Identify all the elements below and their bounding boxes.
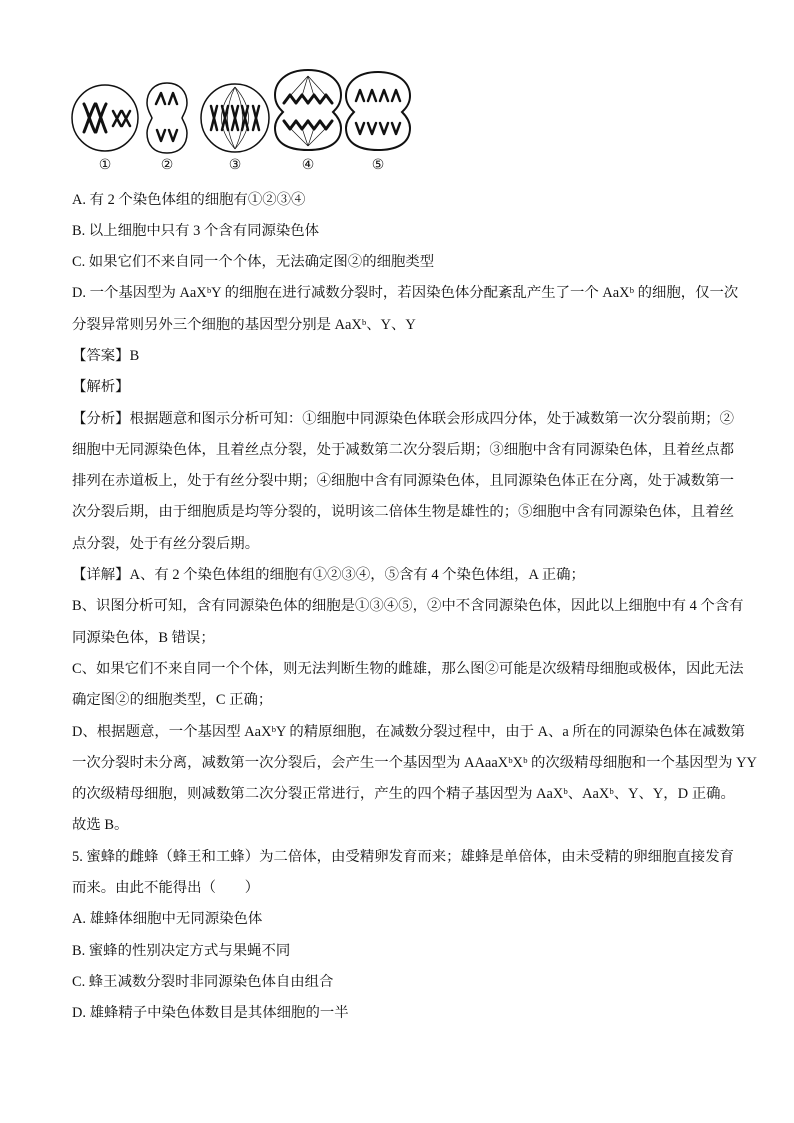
- detail-d-line: 的次级精母细胞，则减数第二次分裂正常进行，产生的四个精子基因型为 AaXᵇ、AaXᵇ、Y、Y，D 正确。: [72, 786, 735, 803]
- question-5-option-c: C. 蜂王减数分裂时非同源染色体自由组合: [72, 973, 334, 990]
- detail-c-line: C、如果它们不来自同一个个体，则无法判断生物的雌雄，那么图②可能是次级精母细胞或极体，因此无法: [72, 660, 744, 677]
- cell-3: [201, 84, 269, 152]
- question-5-option-d: D. 雄蜂精子中染色体数目是其体细胞的一半: [72, 1005, 349, 1022]
- document-body: [72, 185, 757, 1030]
- cell-2: [147, 83, 187, 153]
- option-c: C. 如果它们不来自同一个个体，无法确定图②的细胞类型: [72, 254, 435, 271]
- cell-2-membrane: [147, 83, 187, 153]
- option-d-line-2: 分裂异常则另外三个细胞的基因型分别是 AaXᵇ、Y、Y: [72, 316, 416, 333]
- answer: 【答案】B: [72, 347, 140, 364]
- cell-1-membrane: [72, 85, 138, 151]
- cell-3-chromosomes: [211, 106, 259, 130]
- question-5-stem-line: 而来。由此不能得出（ ）: [72, 880, 260, 897]
- details: [72, 560, 757, 842]
- explanation-heading: 【解析】: [72, 379, 130, 396]
- detail-d-line: D、根据题意，一个基因型 AaXᵇY 的精原细胞，在减数分裂过程中，由于 A、a 所在的同源染色体在减数第: [72, 723, 746, 740]
- cell-5: [346, 72, 410, 150]
- cell-4-spindle: [290, 76, 326, 146]
- analysis-line: 点分裂，处于有丝分裂后期。: [72, 535, 260, 552]
- cell-1-chromosomes: [84, 104, 130, 132]
- cell-2-chromosomes: [156, 93, 177, 141]
- option-a: A. 有 2 个染色体组的细胞有①②③④: [72, 191, 306, 208]
- option-d-line-1: D. 一个基因型为 AaXᵇY 的细胞在进行减数分裂时，若因染色体分配紊乱产生了一个 AaXᵇ 的细胞，仅一次: [72, 285, 739, 302]
- cell-1: [72, 85, 138, 151]
- detail-a-line: 【详解】A、有 2 个染色体组的细胞有①②③④，⑤含有 4 个染色体组，A 正确；: [72, 567, 585, 584]
- analysis-line: 次分裂后期，由于细胞质是均等分裂的，说明该二倍体生物是雄性的；⑤细胞中含有同源染色体，且着丝: [72, 504, 734, 521]
- cell-4-label: ④: [301, 157, 315, 173]
- cell-4: [275, 70, 341, 150]
- cell-3-label: ③: [228, 157, 242, 173]
- cell-5-chromosomes: [356, 90, 400, 134]
- question-5: [72, 842, 732, 1030]
- question-5-option-a: A. 雄蜂体细胞中无同源染色体: [72, 911, 263, 928]
- cell-4-membrane: [275, 70, 341, 150]
- analysis: [72, 404, 732, 560]
- cell-division-figure: [0, 0, 430, 180]
- cell-2-label: ②: [160, 157, 174, 173]
- option-b: B. 以上细胞中只有 3 个含有同源染色体: [72, 222, 320, 239]
- conclusion: 故选 B。: [72, 817, 129, 834]
- detail-d-line: 一次分裂时未分离，减数第一次分裂后，会产生一个基因型为 AAaaXᵇXᵇ 的次级精母细胞和一个基因型为 YY: [72, 754, 757, 771]
- detail-c-line: 确定图②的细胞类型，C 正确；: [72, 692, 273, 709]
- cell-1-label: ①: [98, 157, 112, 173]
- cell-5-label: ⑤: [371, 157, 385, 173]
- cell-5-membrane: [346, 72, 410, 150]
- detail-b-line: 同源染色体，B 错误；: [72, 629, 215, 646]
- cell-4-chromosomes: [284, 95, 332, 129]
- question-5-option-b: B. 蜜蜂的性别决定方式与果蝇不同: [72, 942, 291, 959]
- question-5-stem-line: 5. 蜜蜂的雌蜂（蜂王和工蜂）为二倍体，由受精卵发育而来；雄蜂是单倍体，由未受精的卵细胞直接发育: [72, 848, 734, 865]
- analysis-line: 排列在赤道板上，处于有丝分裂中期；④细胞中含有同源染色体，且同源染色体正在分离，处于减数第一: [72, 473, 734, 490]
- analysis-line: 【分析】根据题意和图示分析可知：①细胞中同源染色体联会形成四分体，处于减数第一次分裂前期；②: [72, 410, 734, 427]
- question-4: [72, 185, 757, 842]
- analysis-line: 细胞中无同源染色体，且着丝点分裂，处于减数第二次分裂后期；③细胞中含有同源染色体，且着丝点都: [72, 441, 734, 458]
- detail-b-line: B、识图分析可知，含有同源染色体的细胞是①③④⑤，②中不含同源染色体，因此以上细胞中有 4 个含有: [72, 598, 744, 615]
